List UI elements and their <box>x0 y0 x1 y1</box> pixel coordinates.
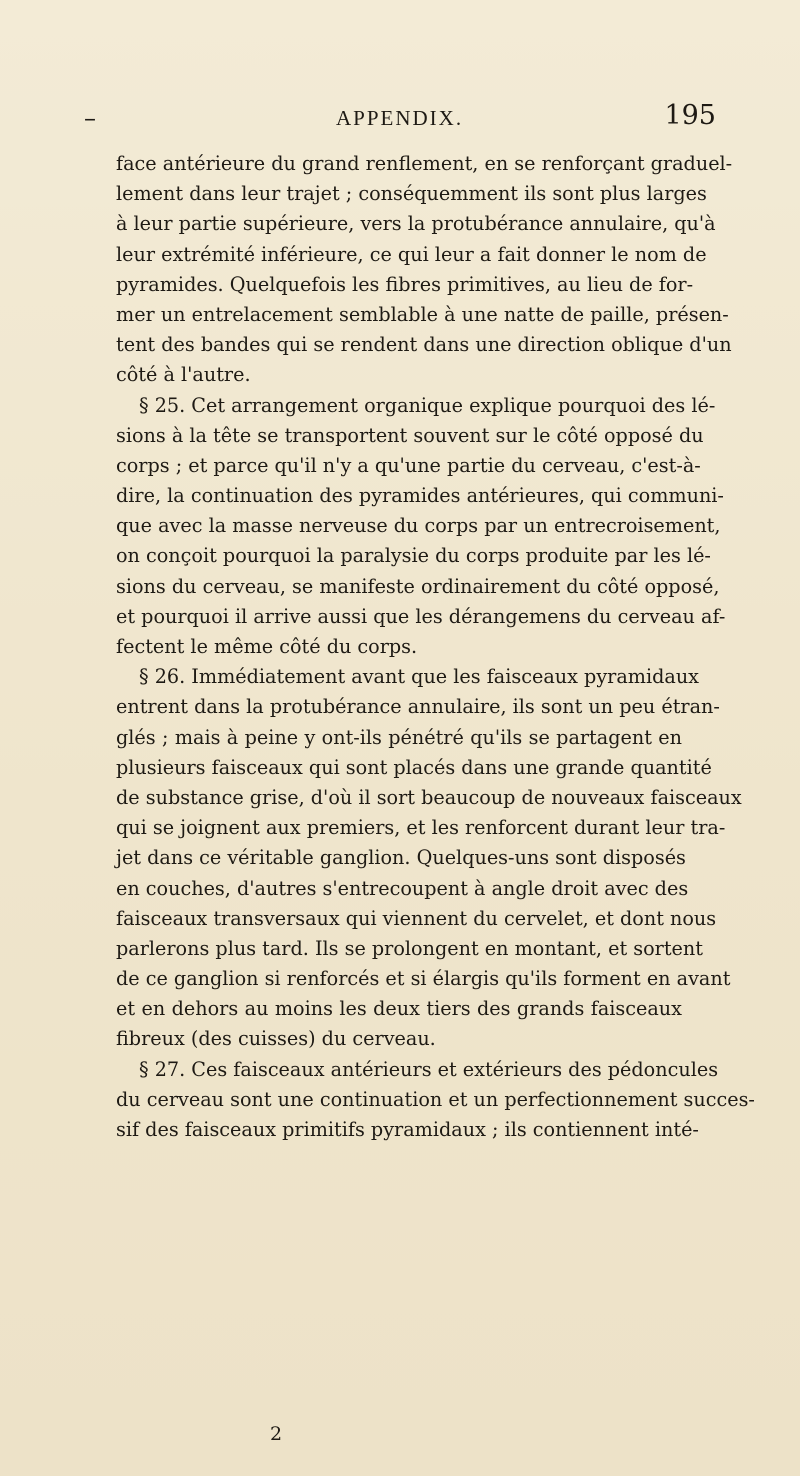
text-line: sions à la tête se transportent souvent sur le côté opposé du <box>116 423 704 447</box>
text-line: sions du cerveau, se manifeste ordinairement du côté opposé, <box>116 574 720 598</box>
text-line: de ce ganglion si renforcés et si élargis qu'ils forment en avant <box>116 967 731 991</box>
text-line: du cerveau sont une continuation et un perfectionnement succes- <box>116 1087 755 1111</box>
text-line: plusieurs faisceaux qui sont placés dans une grande quantité <box>116 755 712 779</box>
text-line: parlerons plus tard. Ils se prolongent en montant, et sortent <box>116 936 703 960</box>
text-line: que avec la masse nerveuse du corps par un entrecroisement, <box>116 514 721 538</box>
text-line: pyramides. Quelquefois les fibres primitives, au lieu de for- <box>116 272 694 296</box>
text-line: leur extrémité inférieure, ce qui leur a fait donner le nom de <box>116 242 707 266</box>
text-line: de substance grise, d'où il sort beaucoup de nouveaux faisceaux <box>116 785 742 809</box>
text-line: tent des bandes qui se rendent dans une direction oblique d'un <box>116 333 732 357</box>
text-line: jet dans ce véritable ganglion. Quelques-uns sont disposés <box>116 846 686 870</box>
text-line: entrent dans la protubérance annulaire, ils sont un peu étran- <box>116 695 720 719</box>
text-line: en couches, d'autres s'entrecoupent à angle droit avec des <box>116 876 689 900</box>
text-line: corps ; et parce qu'il n'y a qu'une partie du cerveau, c'est-à- <box>116 453 701 477</box>
text-line: glés ; mais à peine y ont-ils pénétré qu'ils se partagent en <box>116 725 682 749</box>
text-line: on conçoit pourquoi la paralysie du corps produite par les lé- <box>116 544 711 568</box>
body-text <box>116 149 755 1145</box>
text-line: mer un entrelacement semblable à une natte de paille, présen- <box>116 302 729 326</box>
header-title: APPENDIX. <box>336 106 464 130</box>
text-line: côté à l'autre. <box>116 363 251 387</box>
text-line: dire, la continuation des pyramides antérieures, qui communi- <box>116 484 724 508</box>
header-dash: – <box>84 104 96 132</box>
text-line: qui se joignent aux premiers, et les renforcent durant leur tra- <box>116 816 726 840</box>
section-25-start: § 25. Cet arrangement organique explique pourquoi des lé- <box>139 393 716 417</box>
section-26-start: § 26. Immédiatement avant que les faisceaux pyramidaux <box>139 665 699 689</box>
text-line: fibreux (des cuisses) du cerveau. <box>116 1027 436 1051</box>
text-line: lement dans leur trajet ; conséquemment ils sont plus larges <box>116 182 707 206</box>
signature-mark: 2 <box>270 1423 283 1445</box>
text-line: sif des faisceaux primitifs pyramidaux ; ils contiennent inté- <box>116 1118 699 1141</box>
text-line: à leur partie supérieure, vers la protubérance annulaire, qu'à <box>116 212 716 236</box>
text-line: fectent le même côté du corps. <box>116 635 418 658</box>
text-line: et en dehors au moins les deux tiers des grands faisceaux <box>116 997 682 1021</box>
text-line: faisceaux transversaux qui viennent du cervelet, et dont nous <box>116 906 717 930</box>
text-line: face antérieure du grand renflement, en se renforçant graduel- <box>116 152 733 175</box>
text-line: et pourquoi il arrive aussi que les dérangemens du cerveau af- <box>116 604 726 628</box>
page-number: 195 <box>664 100 716 131</box>
section-27-start: § 27. Ces faisceaux antérieurs et extérieurs des pédoncules <box>139 1057 719 1081</box>
running-header <box>84 100 716 140</box>
